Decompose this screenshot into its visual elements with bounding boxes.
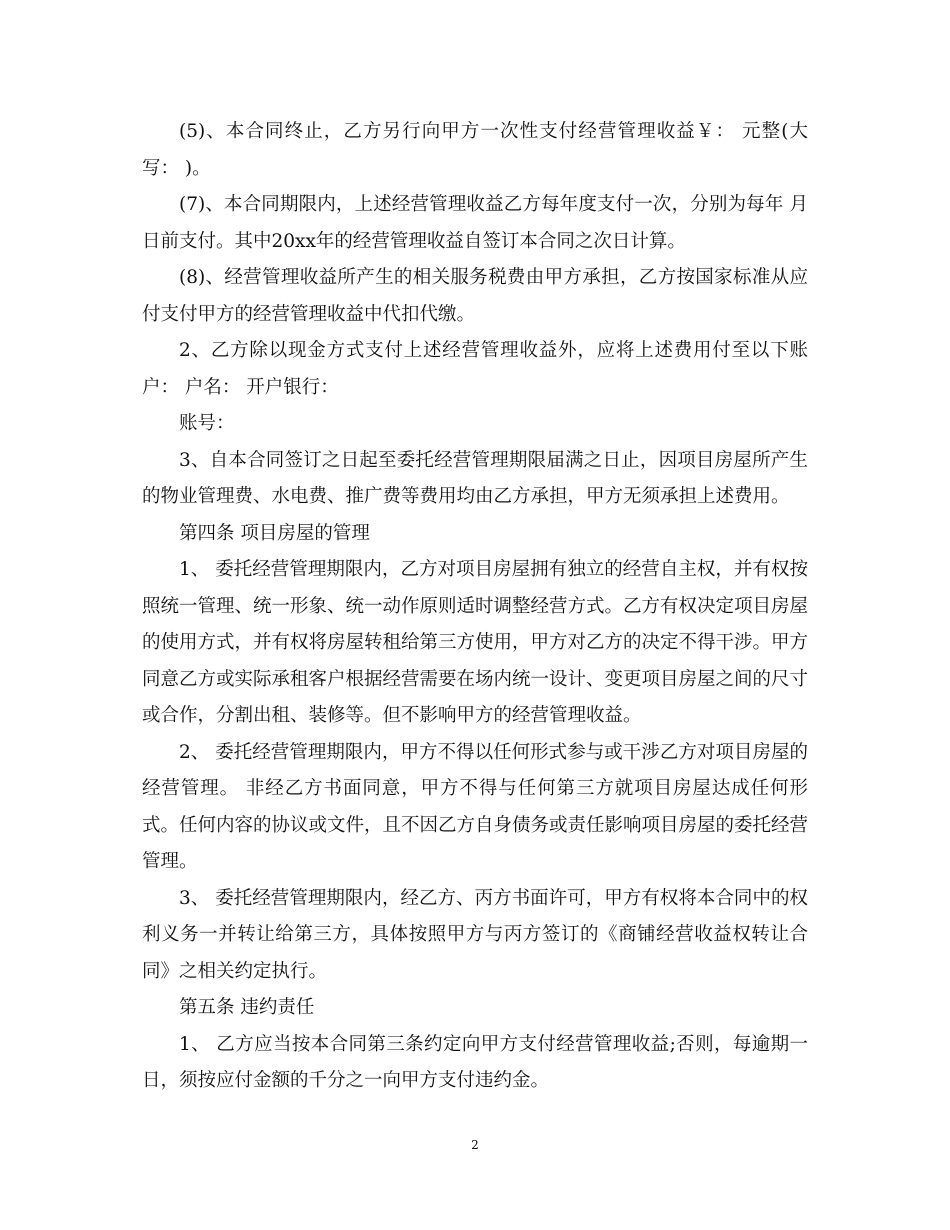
paragraph-property-fees: 3、自本合同签订之日起至委托经营管理期限届满之日止，因项目房屋所产生的物业管理费、水电费、推广费等费用均由乙方承担，甲方无须承担上述费用。 [142, 449, 808, 507]
paragraph-account-number: 账号： [179, 413, 235, 434]
paragraph-payment-account: 2、乙方除以现金方式支付上述经营管理收益外，应将上述费用付至以下账户： 户名： 开户银行： [142, 340, 808, 398]
paragraph-non-interference: 2、 委托经营管理期限内，甲方不得以任何形式参与或干涉乙方对项目房屋的经营管理。 非经乙方书面同意，甲方不得与任何第三方就项目房屋达成任何形式。任何内容的协议或文件，且不因乙方自身债务或责任影响项目房屋的委托经营管理。 [142, 741, 809, 872]
page-number: 2 [471, 1138, 479, 1152]
paragraph-clause-8: (8)、经营管理收益所产生的相关服务税费由甲方承担，乙方按国家标准从应付支付甲方的经营管理收益中代扣代缴。 [142, 267, 808, 325]
paragraph-rights-transfer: 3、 委托经营管理期限内，经乙方、丙方书面许可，甲方有权将本合同中的权利义务一并转让给第三方，具体按照甲方与丙方签订的《商铺经营收益权转让合同》之相关约定执行。 [142, 887, 808, 982]
document-body [142, 114, 808, 1100]
paragraph-management-rights: 1、 委托经营管理期限内，乙方对项目房屋拥有独立的经营自主权，并有权按照统一管理、统一形象、统一动作原则适时调整经营方式。乙方有权决定项目房屋的使用方式，并有权将房屋转租给第三方使用，甲方对乙方的决定不得干涉。甲方同意乙方或实际承租客户根据经营需要在场内统一设计、变更项目房屋之间的尺寸或合作，分割出租、装修等。但不影响甲方的经营管理收益。 [142, 559, 809, 726]
section-heading-article-5: 第五条 违约责任 [179, 997, 315, 1018]
paragraph-late-payment: 1、 乙方应当按本合同第三条约定向甲方支付经营管理收益;否则，每逾期一日，须按应付金额的千分之一向甲方支付违约金。 [142, 1033, 808, 1091]
paragraph-clause-7: (7)、本合同期限内，上述经营管理收益乙方每年度支付一次，分别为每年 月 日前支付。其中20xx年的经营管理收益自签订本合同之次日计算。 [142, 194, 808, 252]
paragraph-clause-5: (5)、本合同终止，乙方另行向甲方一次性支付经营管理收益￥： 元整(大写： )。 [142, 121, 808, 179]
section-heading-article-4: 第四条 项目房屋的管理 [179, 522, 370, 544]
